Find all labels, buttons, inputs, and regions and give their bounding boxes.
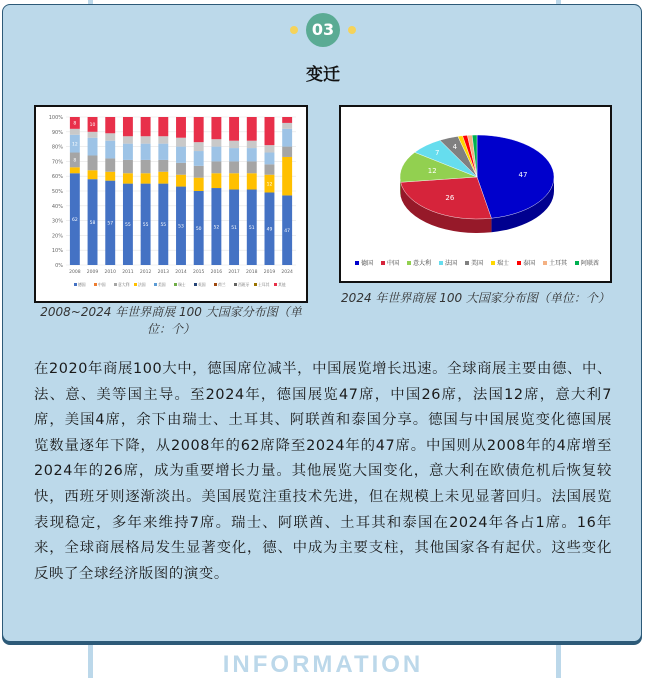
legend-label: 土耳其: [258, 282, 270, 287]
bar-segment: [141, 117, 151, 136]
legend-label: 土耳其: [549, 260, 568, 267]
y-tick-label: 90%: [51, 129, 63, 136]
bar-chart-caption: 2008~2024 年世界商展 100 大国家分布图（单位：个）: [40, 305, 302, 336]
y-tick-label: 50%: [51, 189, 63, 195]
legend-label: 荷兰: [218, 282, 226, 287]
legend-label: 中国: [387, 260, 400, 267]
bar-segment: [229, 148, 239, 161]
section-title: 变迁: [306, 65, 340, 85]
legend-swatch: [491, 261, 495, 265]
legend-swatch: [575, 261, 579, 265]
bar-data-label: 8: [73, 121, 77, 127]
bar-segment: [105, 133, 115, 140]
legend-label: 意大利: [118, 282, 130, 287]
legend-swatch: [543, 261, 547, 265]
bar-segment: [176, 147, 186, 163]
bar-segment: [194, 142, 204, 151]
bar-data-label: 52: [213, 225, 220, 231]
bar-data-label: 50: [195, 226, 202, 232]
legend-swatch: [355, 261, 359, 265]
bar-segment: [176, 138, 186, 147]
bar-data-label: 51: [248, 226, 255, 232]
bar-data-label: 8: [73, 158, 77, 164]
bar-segment: [265, 117, 275, 145]
bar-segment: [194, 117, 204, 142]
bar-chart-frame: [34, 105, 308, 303]
bar-segment: [105, 172, 115, 181]
bar-segment: [265, 153, 275, 165]
legend-swatch: [234, 283, 237, 286]
bar-segment: [211, 173, 221, 188]
legend-label: 阿联酋: [581, 260, 600, 267]
legend-swatch: [114, 283, 117, 286]
legend-swatch: [94, 283, 97, 286]
stacked-bar-chart: [36, 107, 306, 301]
bar-segment: [194, 166, 204, 178]
bar-segment: [105, 141, 115, 159]
bar-segment: [211, 147, 221, 162]
bar-segment: [141, 144, 151, 160]
legend-swatch: [465, 261, 469, 265]
bar-segment: [123, 144, 133, 160]
pie-data-label: 26: [445, 193, 455, 202]
bar-segment: [88, 155, 98, 170]
x-tick-label: 2016: [210, 270, 223, 275]
pie-chart-3d: [341, 107, 610, 281]
bar-segment: [282, 157, 292, 195]
y-tick-label: 60%: [51, 174, 63, 181]
bar-segment: [194, 178, 204, 191]
bar-segment: [88, 138, 98, 156]
bar-segment: [211, 139, 221, 146]
footer-information-label: INFORMATION: [222, 651, 424, 678]
bar-segment: [141, 173, 151, 183]
bar-data-label: 57: [107, 221, 114, 227]
bar-segment: [247, 161, 257, 173]
legend-label: 泰国: [523, 260, 536, 267]
bar-segment: [229, 161, 239, 173]
x-tick-label: 2019: [263, 270, 276, 275]
bar-segment: [176, 163, 186, 175]
legend-swatch: [154, 283, 157, 286]
bar-segment: [265, 145, 275, 152]
bar-segment: [247, 173, 257, 189]
x-tick-label: 2012: [139, 270, 152, 275]
y-tick-label: 70%: [51, 159, 63, 166]
bar-data-label: 12: [71, 142, 78, 148]
legend-label: 西班牙: [238, 282, 250, 287]
legend-swatch: [381, 261, 385, 265]
bar-segment: [141, 136, 151, 143]
bar-segment: [70, 129, 80, 135]
bar-segment: [282, 123, 292, 129]
y-tick-label: 80%: [51, 144, 63, 151]
legend-swatch: [517, 261, 521, 265]
bar-data-label: 55: [125, 223, 131, 229]
legend-label: 德国: [78, 282, 86, 287]
legend-label: 法国: [138, 282, 146, 287]
bar-data-label: 10: [89, 123, 96, 129]
section-number-badge: 03: [306, 13, 340, 47]
bar-segment: [247, 117, 257, 141]
x-tick-label: 2013: [157, 270, 170, 275]
pie-data-label: 47: [518, 171, 528, 180]
legend-swatch: [174, 283, 177, 286]
bar-data-label: 12: [266, 182, 273, 188]
y-tick-label: 30%: [51, 218, 63, 225]
bar-data-label: 62: [71, 217, 78, 223]
pie-data-label: 7: [435, 148, 440, 157]
y-tick-label: 20%: [51, 233, 63, 240]
bar-segment: [105, 117, 115, 133]
bar-segment: [282, 147, 292, 157]
body-paragraph: 在2020年商展100大中，德国席位减半，中国展览增长迅速。全球商展主要由德、中、法、意、美等国主导。至2024年，德国展览47席，中国26席，法国12席，意大利7席，美国4席，余下由瑞士、土耳其、阿联酋和泰国分享。德国与中国展览变化德国展览数量逐年下降，从2008年的62席降至2024年的47席。中国则从2008年的4席增至2024年的26席，成为重要增长力量。其他展览大国变化，意大利在欧债危机后恢复较快，西班牙则逐渐淡出。美国展览注重技术先进，但在规模上未见显著回归。法国展览表现稳定，多年来维持7席。瑞士、阿联酋、土耳其和泰国在2024年各占1席。16年来，全球商展格局发生显著变化，德、中成为主要支柱，其他国家各有起伏。这些变化反映了全球经济版图的演变。: [34, 361, 612, 582]
x-tick-label: 2017: [228, 270, 240, 275]
bar-segment: [158, 172, 168, 184]
x-tick-label: 2014: [175, 270, 187, 275]
bar-segment: [70, 167, 80, 173]
legend-label: 德国: [361, 260, 374, 267]
bar-segment: [282, 129, 292, 147]
bar-data-label: 53: [178, 224, 184, 230]
bar-segment: [282, 117, 292, 123]
bar-segment: [105, 158, 115, 171]
legend-swatch: [214, 283, 217, 286]
bar-segment: [123, 117, 133, 136]
bar-segment: [229, 117, 239, 141]
bar-segment: [158, 144, 168, 160]
bar-segment: [123, 160, 133, 173]
x-tick-label: 2009: [86, 270, 99, 275]
bar-segment: [123, 173, 133, 183]
x-tick-label: 2011: [122, 270, 134, 275]
legend-label: 美国: [158, 282, 166, 287]
x-tick-label: 2008: [69, 270, 81, 275]
legend-label: 中国: [98, 282, 106, 287]
bar-segment: [247, 141, 257, 148]
x-tick-label: 2010: [104, 270, 116, 275]
pie-chart-frame: [339, 105, 612, 283]
bar-segment: [158, 160, 168, 172]
y-tick-label: 0%: [55, 263, 63, 269]
legend-swatch: [194, 283, 197, 286]
legend-swatch: [439, 261, 443, 265]
bar-data-label: 58: [89, 220, 96, 226]
pie-chart-caption: 2024 年世界商展 100 大国家分布图（单位：个）: [341, 291, 610, 305]
legend-label: 瑞士: [497, 260, 510, 267]
legend-label: 美国: [471, 260, 484, 267]
badge-dot-left: [290, 26, 298, 34]
y-tick-label: 100%: [48, 115, 63, 121]
bar-segment: [229, 141, 239, 148]
bar-data-label: 49: [266, 227, 273, 233]
bar-segment: [88, 132, 98, 138]
legend-label: 法国: [445, 260, 458, 267]
legend-label: 瑞士: [178, 282, 186, 287]
legend-swatch: [134, 283, 137, 286]
x-tick-label: 2015: [192, 270, 205, 275]
legend-swatch: [254, 283, 257, 286]
y-tick-label: 10%: [51, 248, 63, 255]
bar-segment: [176, 117, 186, 138]
bar-segment: [229, 173, 239, 189]
bar-segment: [141, 160, 151, 173]
bar-segment: [176, 175, 186, 187]
bar-segment: [123, 136, 133, 143]
pie-data-label: 12: [427, 167, 437, 176]
y-tick-label: 40%: [51, 203, 63, 210]
bar-segment: [211, 161, 221, 173]
bar-segment: [158, 117, 168, 136]
bar-data-label: 55: [142, 223, 149, 229]
bar-segment: [158, 136, 168, 143]
legend-swatch: [74, 283, 77, 286]
legend-label: 其他: [278, 282, 286, 287]
bar-data-label: 55: [160, 223, 167, 229]
x-tick-label: 2018: [246, 270, 258, 275]
legend-swatch: [274, 283, 277, 286]
legend-label: 英国: [198, 282, 206, 287]
x-tick-label: 2024: [281, 270, 293, 275]
bar-segment: [247, 148, 257, 161]
bar-segment: [88, 170, 98, 179]
bar-data-label: 51: [231, 226, 237, 232]
legend-swatch: [407, 261, 411, 265]
bar-segment: [194, 151, 204, 166]
badge-dot-right: [348, 26, 356, 34]
bar-data-label: 47: [284, 229, 291, 235]
bar-segment: [211, 117, 221, 139]
legend-label: 意大利: [413, 260, 432, 267]
bar-segment: [265, 164, 275, 174]
pie-data-label: 4: [452, 143, 458, 152]
